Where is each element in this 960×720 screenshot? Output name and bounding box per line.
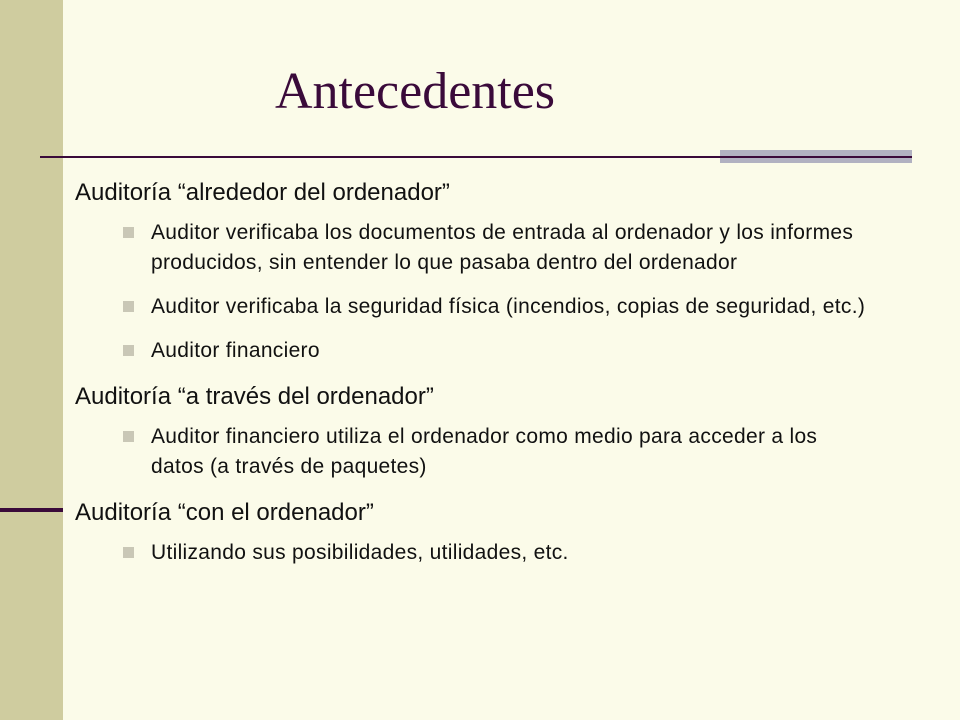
- bullet-list: [75, 538, 935, 568]
- list-item-text: Auditor verificaba la seguridad física (incendios, copias de seguridad, etc.): [151, 295, 866, 318]
- slide-title: [0, 62, 830, 121]
- list-item-text: Auditor financiero utiliza el ordenador como medio para acceder a los datos (a través de paquetes): [151, 425, 818, 478]
- list-item-text: Auditor verificaba los documentos de entrada al ordenador y los informes producidos, sin entender lo que pasaba dentro del ordenador: [151, 221, 854, 274]
- bullet-square-icon: [123, 301, 134, 312]
- section-heading: Auditoría “alrededor del ordenador”: [75, 179, 450, 206]
- bullet-square-icon: [123, 547, 134, 558]
- bullet-square-icon: [123, 227, 134, 238]
- slide-body: [75, 176, 935, 582]
- bullet-square-icon: [123, 431, 134, 442]
- title-divider: [40, 156, 720, 158]
- list-item: [75, 218, 935, 278]
- sidebar-accent-line: [0, 508, 63, 512]
- list-item: [75, 538, 935, 568]
- list-item: [75, 422, 935, 482]
- list-item-text: Utilizando sus posibilidades, utilidades, etc.: [151, 541, 569, 564]
- list-item: [75, 336, 935, 366]
- section-heading: Auditoría “a través del ordenador”: [75, 383, 434, 410]
- title-divider-accent-line: [720, 156, 912, 158]
- bullet-square-icon: [123, 345, 134, 356]
- section-heading: Auditoría “con el ordenador”: [75, 499, 374, 526]
- list-item: [75, 292, 935, 322]
- bullet-list: [75, 422, 935, 482]
- slide-title-text: Antecedentes: [274, 63, 556, 120]
- list-item-text: Auditor financiero: [151, 339, 320, 362]
- bullet-list: [75, 218, 935, 366]
